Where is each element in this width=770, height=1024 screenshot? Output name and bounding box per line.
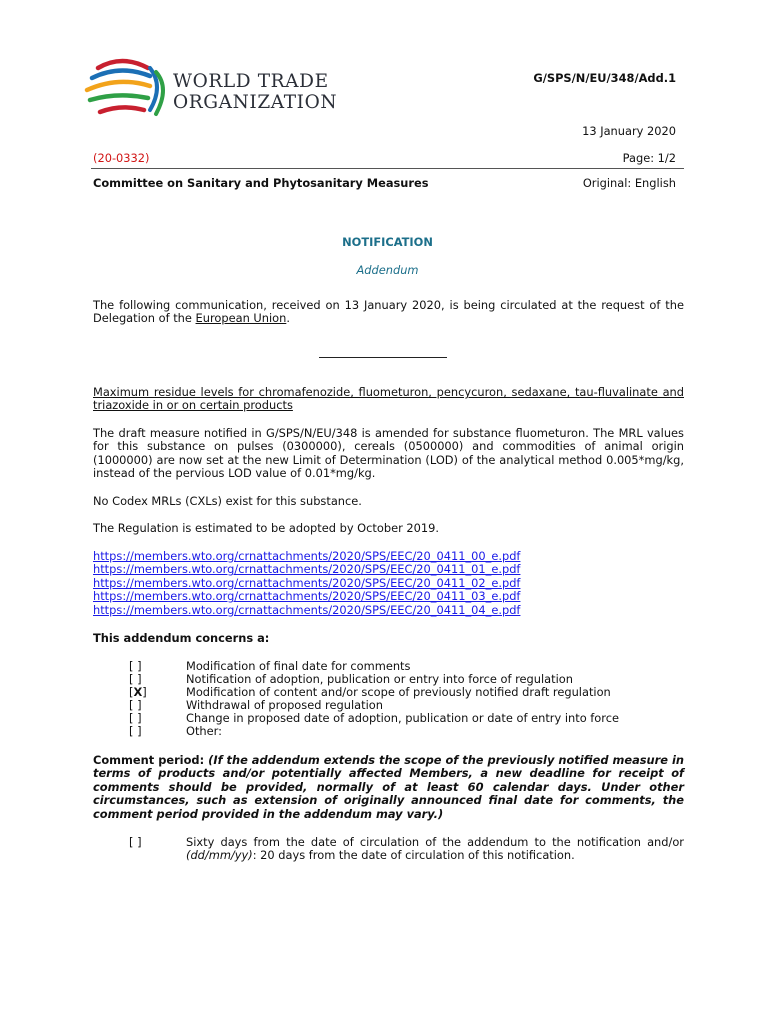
wto-emblem-icon: [84, 56, 174, 126]
concerns-heading: This addendum concerns a:: [93, 631, 270, 645]
checkbox: [ ]: [129, 711, 142, 725]
comment-option-text: [186, 836, 684, 863]
document-symbol: G/SPS/N/EU/348/Add.1: [533, 71, 676, 85]
checkbox: [ ]: [129, 698, 142, 712]
concern-label: Modification of content and/or scope of previously notified draft regulation: [186, 685, 611, 699]
checkbox: [ ]: [129, 724, 142, 738]
attachment-links: [93, 550, 693, 617]
org-name: [173, 71, 337, 113]
intro-end: .: [286, 311, 290, 326]
attachment-link[interactable]: https://members.wto.org/crnattachments/2020/SPS/EEC/20_0411_03_e.pdf: [93, 589, 521, 604]
concern-label: Other:: [186, 724, 222, 738]
body-paragraph-1: The draft measure notified in G/SPS/N/EU/348 is amended for substance fluometuron. The MRL values for this substance on pulses (0300000), cereals (0500000) and commodities of animal origin (1000000) are now set at the new Limit of Determination (LOD) of the analytical method 0.005*mg/kg, instead of the pervious LOD value of 0.01*mg/kg.: [93, 426, 684, 481]
comment-period-paragraph: [93, 754, 684, 821]
option-date: (dd/mm/yy): [186, 848, 253, 863]
intro-text: The following communication, received on 13 January 2020, is being circulated at the request of the Delegation of the: [93, 298, 684, 326]
checkbox: [ ]: [129, 835, 142, 849]
checkbox: [ ]: [129, 659, 142, 673]
comment-period-label: Comment period:: [93, 753, 209, 767]
measure-title: Maximum residue levels for chromafenozide, fluometuron, pencycuron, sedaxane, tau-fluvalinate and triazoxide in or on certain products: [93, 385, 684, 413]
header-divider: [91, 168, 684, 169]
checkbox-close: ]: [142, 685, 147, 699]
committee-name: Committee on Sanitary and Phytosanitary Measures: [93, 176, 429, 190]
checkbox-open: [: [129, 685, 134, 699]
checkbox-mark: X: [133, 685, 143, 699]
intro-paragraph: [93, 299, 684, 326]
checkbox: [ ]: [129, 672, 142, 686]
org-name-line2: ORGANIZATION: [173, 92, 338, 113]
document-date: 13 January 2020: [582, 124, 676, 138]
comment-option: [129, 835, 689, 863]
concern-label: Notification of adoption, publication or entry into force of regulation: [186, 672, 573, 686]
attachment-link[interactable]: https://members.wto.org/crnattachments/2020/SPS/EEC/20_0411_02_e.pdf: [93, 575, 521, 590]
addendum-subtitle: Addendum: [356, 263, 419, 277]
notification-heading: NOTIFICATION: [342, 235, 433, 249]
org-name-line1: WORLD TRADE: [173, 71, 329, 92]
body-paragraph-3: The Regulation is estimated to be adopted by October 2019.: [93, 521, 440, 535]
section-separator: [319, 357, 447, 358]
attachment-link[interactable]: https://members.wto.org/crnattachments/2020/SPS/EEC/20_0411_04_e.pdf: [93, 602, 521, 617]
attachment-link[interactable]: https://members.wto.org/crnattachments/2020/SPS/EEC/20_0411_00_e.pdf: [93, 549, 521, 563]
reference-number: (20-0332): [93, 151, 150, 165]
concern-label: Modification of final date for comments: [186, 659, 411, 673]
option-text: Sixty days from the date of circulation of the addendum to the notification and/or: [186, 835, 684, 849]
attachment-link[interactable]: https://members.wto.org/crnattachments/2020/SPS/EEC/20_0411_01_e.pdf: [93, 562, 521, 577]
concern-label: Change in proposed date of adoption, publication or date of entry into force: [186, 711, 619, 725]
body-paragraph-2: No Codex MRLs (CXLs) exist for this substance.: [93, 494, 362, 508]
option-end: : 20 days from the date of circulation of this notification.: [252, 848, 575, 863]
original-language: Original: English: [582, 176, 676, 190]
page-indicator: Page: 1/2: [622, 151, 676, 165]
comment-period-note: (If the addendum extends the scope of the previously notified measure in terms of products and/or potentially affected Members, a new deadline for receipt of comments should be provided, normally of at least 60 calendar days. Under other circumstances, such as extension of originally announced final date for comments, the comment period provided in the addendum may vary.): [93, 753, 684, 821]
concern-item: [129, 725, 689, 738]
delegation-name: European Union: [195, 311, 287, 326]
concern-label: Withdrawal of proposed regulation: [186, 698, 383, 712]
